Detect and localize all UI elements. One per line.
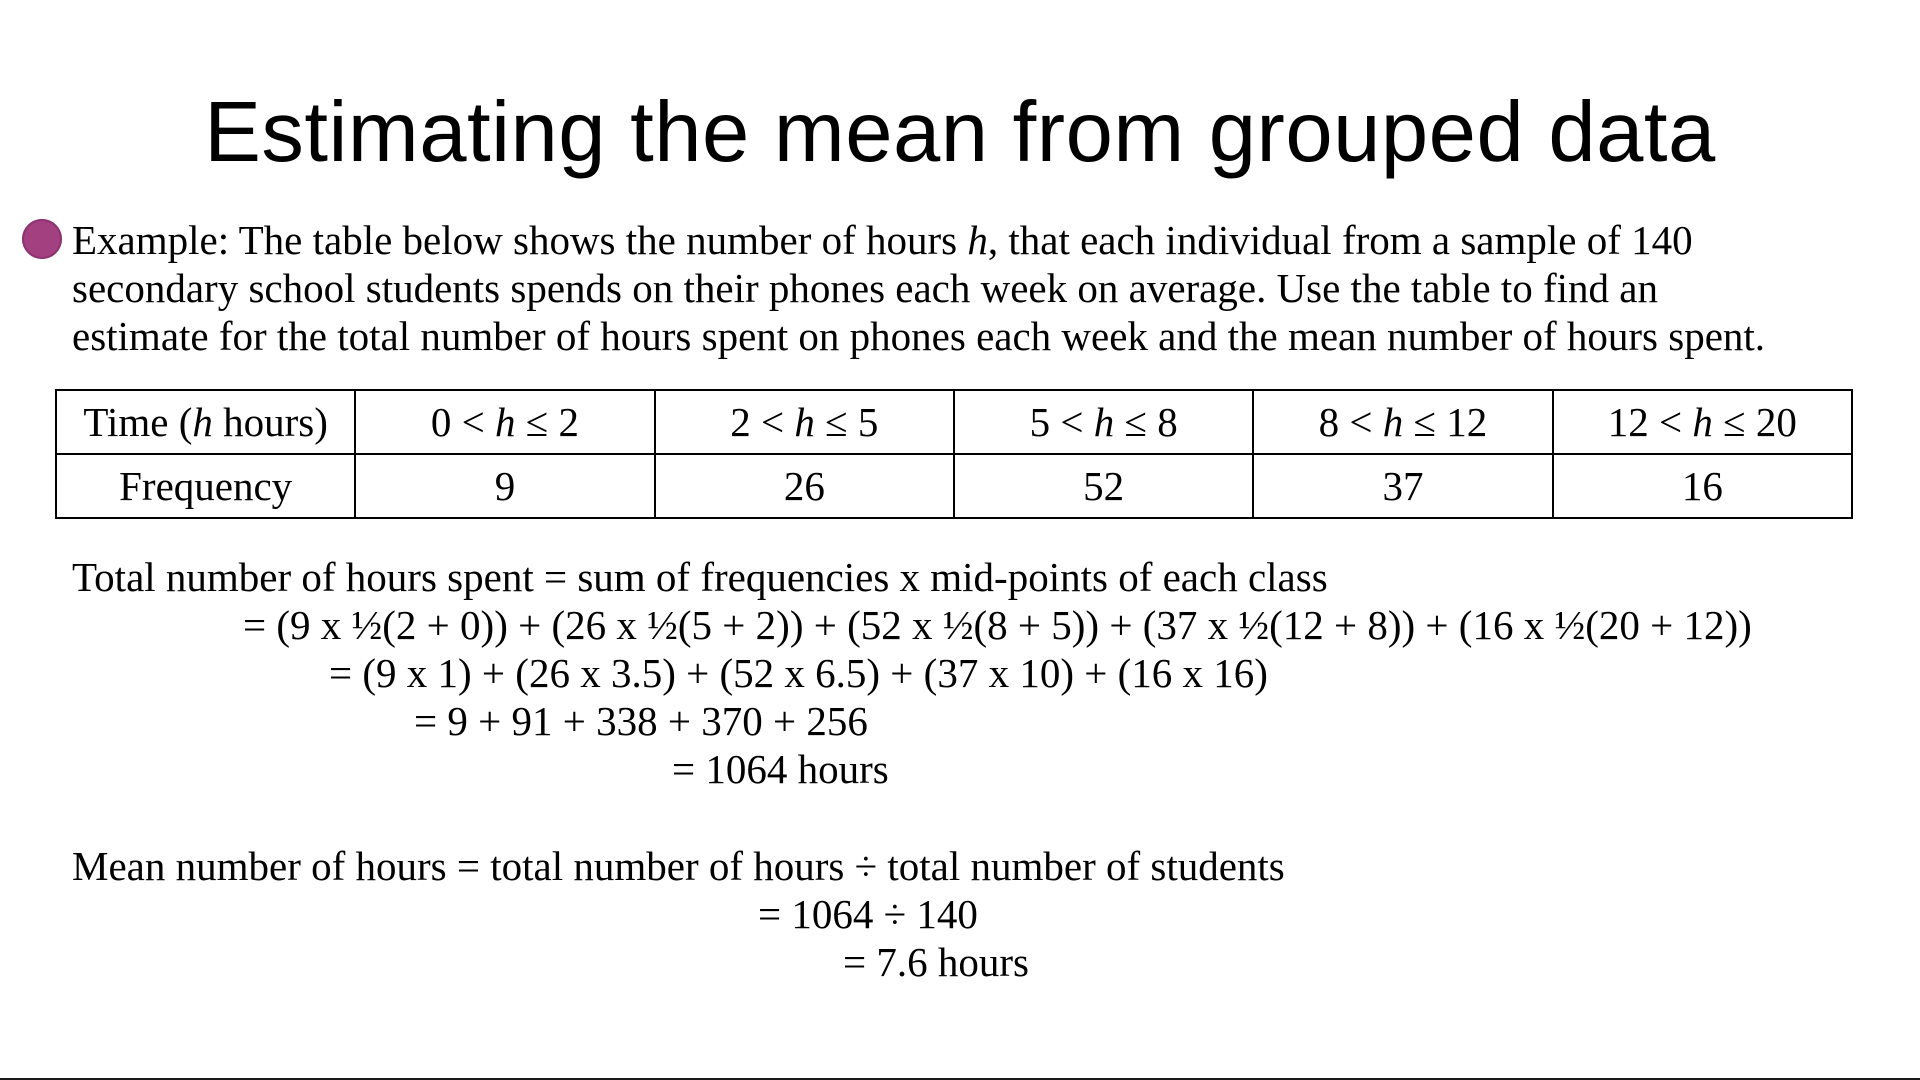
table-cell-class: 12 < h ≤ 20 (1553, 390, 1852, 454)
table-cell-class: 2 < h ≤ 5 (655, 390, 954, 454)
table-row-time (56, 390, 1852, 454)
example-line-2: secondary school students spends on their phones each week on average. Use the table to find an (72, 265, 1658, 311)
table-cell-class: 0 < h ≤ 2 (355, 390, 654, 454)
table-cell-class: 5 < h ≤ 8 (954, 390, 1253, 454)
frequency-table (55, 389, 1853, 519)
example-line-3: estimate for the total number of hours spent on phones each week and the mean number of hours spent. (72, 313, 1766, 359)
table-cell-frequency: 26 (655, 454, 954, 518)
bullet-icon (22, 219, 62, 259)
example-variable-h: h (967, 217, 988, 263)
header-variable-h: h (192, 399, 213, 445)
mean-working-line-3: = 7.6 hours (843, 939, 1029, 985)
mean-working-line-2: = 1064 ÷ 140 (758, 891, 978, 937)
table-cell-frequency: 9 (355, 454, 654, 518)
total-working-line-1: Total number of hours spent = sum of frequencies x mid-points of each class (72, 554, 1328, 600)
table-cell-frequency: 16 (1553, 454, 1852, 518)
table-cell-frequency: 37 (1253, 454, 1552, 518)
table-header-frequency: Frequency (56, 454, 355, 518)
total-working-line-4: = 9 + 91 + 338 + 370 + 256 (414, 698, 868, 744)
total-working-line-3: = (9 x 1) + (26 x 3.5) + (52 x 6.5) + (37 x 10) + (16 x 16) (329, 650, 1268, 696)
table-cell-class: 8 < h ≤ 12 (1253, 390, 1552, 454)
example-line-1-end: , that each individual from a sample of 140 (987, 217, 1693, 263)
mean-working-line-1: Mean number of hours = total number of hours ÷ total number of students (72, 843, 1285, 889)
example-line-1 (72, 216, 1902, 264)
example-paragraph (72, 216, 1902, 360)
slide-title: Estimating the mean from grouped data (204, 85, 1716, 180)
example-line-1-start: Example: The table below shows the number of hours (72, 217, 968, 263)
table-cell-frequency: 52 (954, 454, 1253, 518)
total-working-line-5: = 1064 hours (672, 746, 889, 792)
table-row-frequency (56, 454, 1852, 518)
total-working-line-2: = (9 x ½(2 + 0)) + (26 x ½(5 + 2)) + (52 x ½(8 + 5)) + (37 x ½(12 + 8)) + (16 x ½(20 + 12)) (243, 602, 1752, 648)
table-header-time: Time (h hours) (56, 390, 355, 454)
